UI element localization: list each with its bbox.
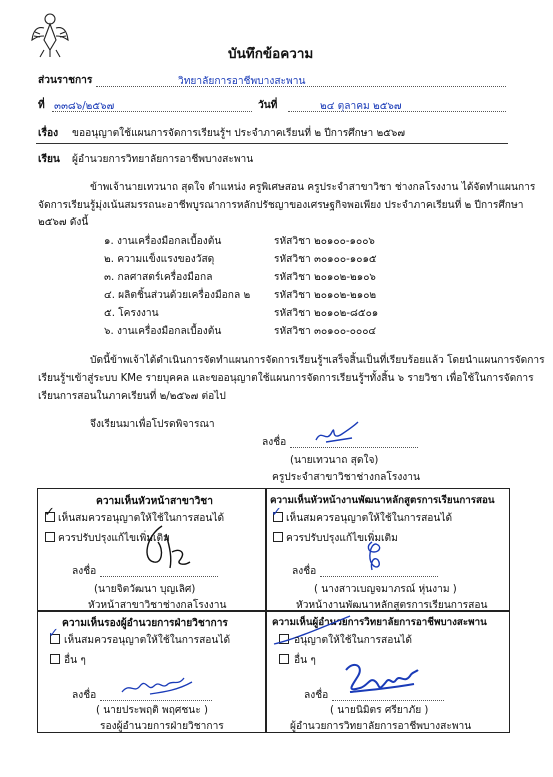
author-name: (นายเทวนาถ สุดใจ) — [290, 455, 379, 466]
box1-signature-icon — [132, 522, 192, 570]
list-item: รหัสวิชา ๒๐๑๐๒-๒๑๐๒ — [274, 290, 377, 301]
subject-label: เรื่อง — [38, 128, 59, 139]
para1-line2: จัดการเรียนรู้มุ่งเน้นสมรรถนะอาชีพบูรณาการหลักปรัชญาของเศรษฐกิจพอเพียง ประจำภาคเรียนที่ ๒ ปีการศึกษา — [38, 200, 524, 211]
box1-sign-label: ลงชื่อ — [72, 566, 97, 577]
box4-signature-icon — [340, 658, 420, 698]
author-position: ครูประจำสาขาวิชาช่างกลโรงงาน — [272, 472, 420, 483]
list-item: ๕. โครงงาน — [104, 308, 159, 319]
box2-sign-line — [320, 576, 438, 577]
box1-position: หัวหน้าสาขาวิชาช่างกลโรงงาน — [88, 600, 227, 611]
box2-heading: ความเห็นหัวหน้างานพัฒนาหลักสูตรการเรียนการสอน — [270, 495, 495, 506]
box2-signature-icon — [362, 538, 386, 574]
box3-heading: ความเห็นรองผู้อำนวยการฝ่ายวิชาการ — [62, 618, 228, 629]
box3-checkbox-icon — [50, 654, 60, 664]
box2-opt2: ควรปรับปรุงแก้ไขเพิ่มเติม — [286, 533, 398, 544]
box3-checkmark-icon: ✓ — [48, 626, 59, 641]
dept-value: วิทยาลัยการอาชีพบางสะพาน — [178, 76, 306, 87]
box4-sign-line — [332, 700, 444, 701]
garuda-emblem-icon — [30, 10, 70, 61]
box1-checkmark-icon: ✓ — [44, 505, 55, 520]
ref-label: ที่ — [38, 100, 45, 111]
list-item: ๑. งานเครื่องมือกลเบื้องต้น — [104, 236, 222, 247]
box3-position: รองผู้อำนวยการฝ่ายวิชาการ — [100, 721, 224, 732]
box3-sign-label: ลงชื่อ — [72, 690, 97, 701]
box2-checkbox-icon — [273, 532, 283, 542]
to-label: เรียน — [38, 154, 60, 165]
memo-title: บันทึกข้อความ — [228, 46, 314, 62]
para2-line1: บัดนี้ข้าพเจ้าได้ดำเนินการจัดทำแผนการจัดการเรียนรู้ฯเสร็จสิ้นเป็นที่เรียบร้อยแล้ว โดยนำแผนการจัดการ — [90, 355, 545, 366]
box4-checkbox-icon — [279, 654, 289, 664]
list-item: รหัสวิชา ๒๐๑๐๐-๑๐๐๖ — [274, 236, 375, 247]
box4-opt2: อื่น ๆ — [294, 655, 316, 666]
para2-line2: เรียนรู้ฯเข้าสู่ระบบ KMe รายบุคคล และขออนุญาตใช้แผนการจัดการเรียนรู้ฯทั้งสิ้น ๖ รายวิชา เพื่อใช้ในการจัดการ — [38, 373, 534, 384]
box2-checkmark-icon: ✓ — [271, 505, 282, 520]
list-item: ๓. กลศาสตร์เครื่องมือกล — [104, 272, 213, 283]
to-text: ผู้อำนวยการวิทยาลัยการอาชีพบางสะพาน — [72, 154, 254, 165]
dept-label: ส่วนราชการ — [38, 75, 93, 86]
subject-text: ขออนุญาตใช้แผนการจัดการเรียนรู้ฯ ประจำภาคเรียนที่ ๒ ปีการศึกษา ๒๕๖๗ — [72, 128, 406, 139]
box1-heading: ความเห็นหัวหน้าสาขาวิชา — [96, 496, 213, 507]
list-item: รหัสวิชา ๓๐๑๐๐-๑๐๑๕ — [274, 254, 377, 265]
list-item: รหัสวิชา ๒๐๑๐๒-๒๑๐๖ — [274, 272, 376, 283]
box3-opt1: เห็นสมควรอนุญาตให้ใช้ในการสอนได้ — [64, 635, 231, 646]
box4-name: ( นายนิมิตร ศรียาภัย ) — [330, 705, 429, 716]
list-item: ๖. งานเครื่องมือกลเบื้องต้น — [104, 326, 222, 337]
para1-line1: ข้าพเจ้านายเทวนาถ สุดใจ ตำแหน่ง ครูพิเศษสอน ครูประจำสาขาวิชา ช่างกลโรงงาน ได้จัดทำแผนการ — [90, 182, 536, 193]
box1-sign-line — [100, 576, 218, 577]
date-label: วันที่ — [258, 100, 278, 111]
box2-position: หัวหน้างานพัฒนาหลักสูตรการเรียนการสอน — [296, 600, 488, 611]
date-value: ๒๔ ตุลาคม ๒๕๖๗ — [320, 101, 402, 112]
box4-sign-label: ลงชื่อ — [304, 690, 329, 701]
box2-sign-label: ลงชื่อ — [292, 566, 317, 577]
list-item: ๒. ความแข็งแรงของวัสดุ — [104, 254, 215, 265]
ref-value: ๓๓๘๖/๒๕๖๗ — [54, 101, 115, 112]
para2-line3: เรียนการสอนในภาคเรียนที่ ๒/๒๕๖๗ ต่อไป — [38, 391, 226, 402]
box4-opt1: อนุญาตให้ใช้ในการสอนได้ — [294, 635, 413, 646]
header-divider — [36, 143, 508, 144]
list-item: รหัสวิชา ๒๐๑๐๒-๘๕๐๑ — [274, 308, 379, 319]
box4-position: ผู้อำนวยการวิทยาลัยการอาชีพบางสะพาน — [290, 721, 472, 732]
closing-text: จึงเรียนมาเพื่อโปรดพิจารณา — [90, 419, 215, 430]
box3-name: ( นายประพฤติ พฤศชนะ ) — [96, 705, 208, 716]
box1-name: (นายจิตวัฒนา บุญเลิศ) — [94, 584, 196, 595]
para1-line3: ๒๕๖๗ ดังนี้ — [38, 217, 89, 228]
box3-signature-icon — [120, 672, 196, 698]
box2-name: ( นางสาวเบญจมาภรณ์ หุ่นงาม ) — [314, 584, 457, 595]
author-signature-icon — [312, 418, 362, 448]
box1-checkbox-icon — [45, 532, 55, 542]
box1-opt1: เห็นสมควรอนุญาตให้ใช้ในการสอนได้ — [58, 513, 225, 524]
list-item: รหัสวิชา ๓๐๑๐๐-๐๐๐๔ — [274, 326, 377, 337]
box3-opt2: อื่น ๆ — [64, 655, 86, 666]
box4-heading: ความเห็นผู้อำนวยการวิทยาลัยการอาชีพบางสะพาน — [272, 617, 487, 628]
box2-opt1: เห็นสมควรอนุญาตให้ใช้ในการสอนได้ — [286, 513, 453, 524]
box1-opt2: ควรปรับปรุงแก้ไขเพิ่มเติม — [58, 533, 170, 544]
box3-sign-line — [100, 700, 212, 701]
author-sign-label: ลงชื่อ — [262, 437, 287, 448]
list-item: ๔. ผลิตชิ้นส่วนด้วยเครื่องมือกล ๒ — [104, 290, 251, 301]
